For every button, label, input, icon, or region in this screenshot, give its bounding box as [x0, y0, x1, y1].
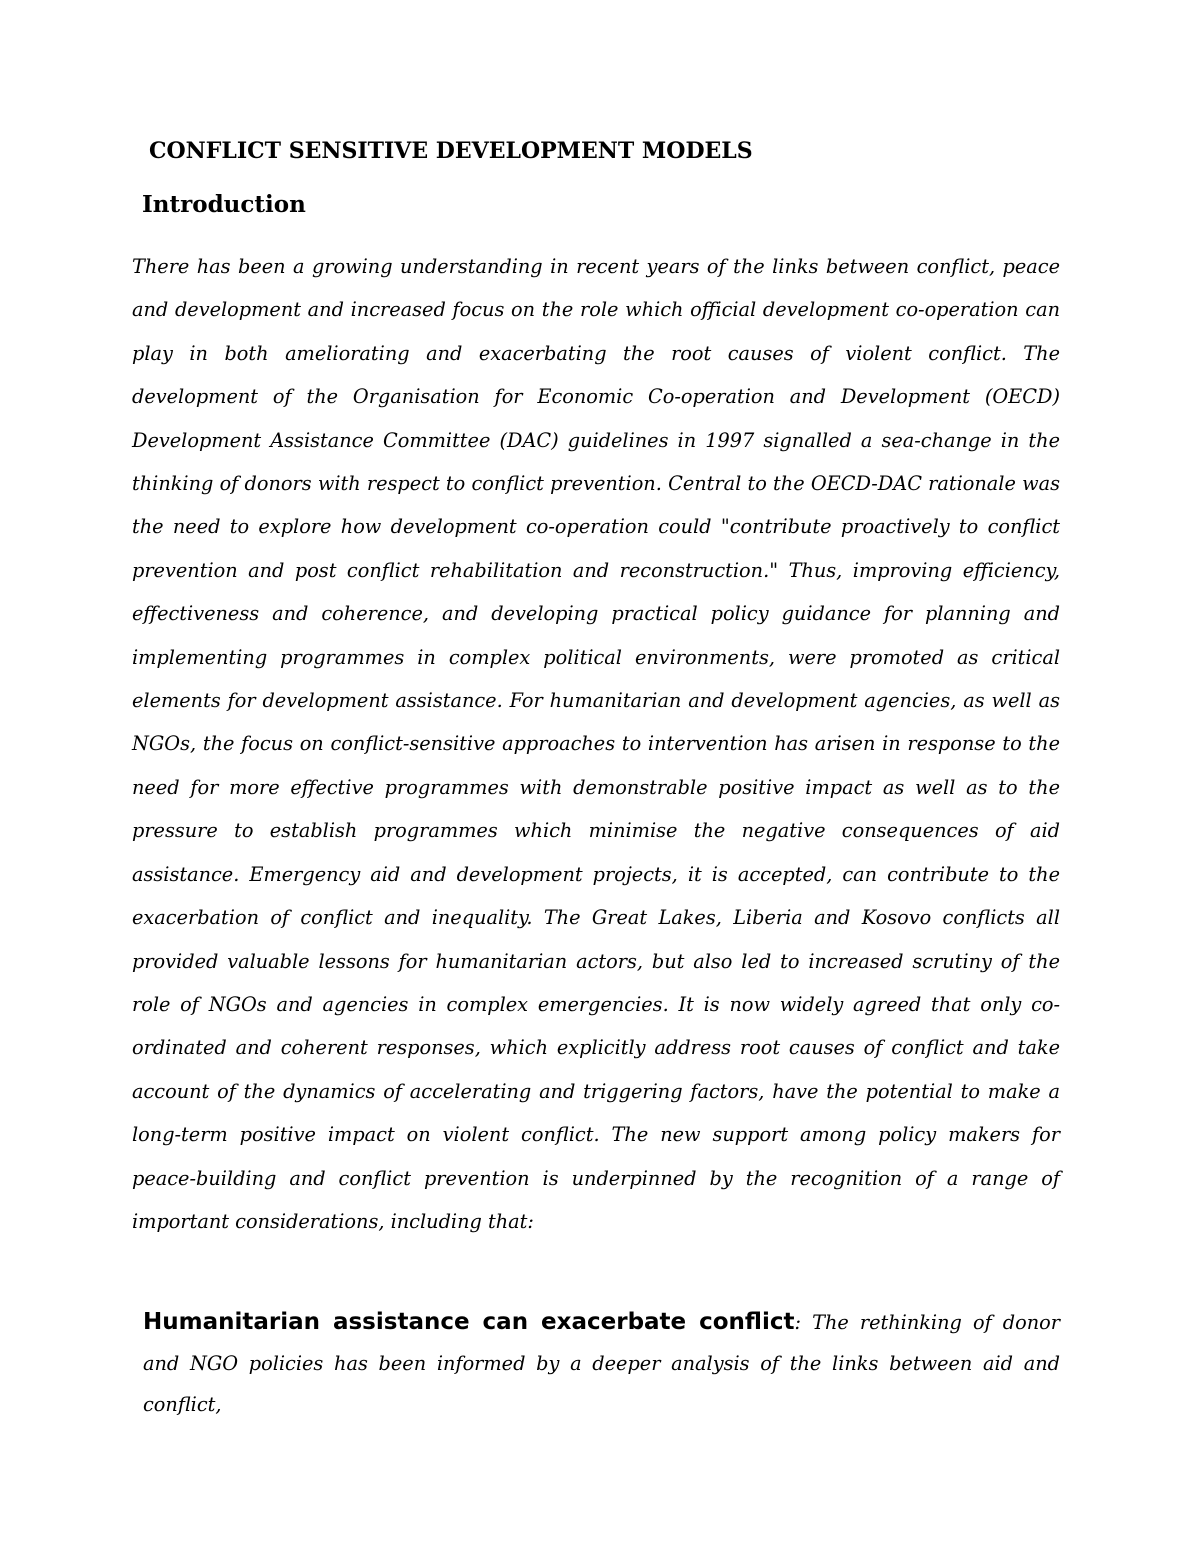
introduction-heading: Introduction — [142, 191, 306, 218]
section-separator: : — [794, 1311, 813, 1334]
section-paragraph — [143, 1302, 1060, 1425]
document-title: CONFLICT SENSITIVE DEVELOPMENT MODELS — [149, 138, 753, 164]
section-heading: Humanitarian assistance can exacerbate conflict — [143, 1309, 795, 1335]
introduction-paragraph: There has been a growing understanding in recent years of the links between conflict, peace and development and increased focus on the role which official development co-operation can play in both ameliorating and exacerbating the root causes of violent conflict. The development of the Organisation for Economic Co-operation and Development (OECD) Development Assistance Committee (DAC) guidelines in 1997 signalled a sea-change in the thinking of donors with respect to conflict prevention. Central to the OECD-DAC rationale was the need to explore how development co-operation could "contribute proactively to conflict prevention and post conflict rehabilitation and reconstruction." Thus, improving efficiency, effectiveness and coherence, and developing practical policy guidance for planning and implementing programmes in complex political environments, were promoted as critical elements for development assistance. For humanitarian and development agencies, as well as NGOs, the focus on conflict-sensitive approaches to intervention has arisen in response to the need for more effective programmes with demonstrable positive impact as well as to the pressure to establish programmes which minimise the negative consequences of aid assistance. Emergency aid and development projects, it is accepted, can contribute to the exacerbation of conflict and inequality. The Great Lakes, Liberia and Kosovo conflicts all provided valuable lessons for humanitarian actors, but also led to increased scrutiny of the role of NGOs and agencies in complex emergencies. It is now widely agreed that only co-ordinated and coherent responses, which explicitly address root causes of conflict and take account of the dynamics of accelerating and triggering factors, have the potential to make a long-term positive impact on violent conflict. The new support among policy makers for peace-building and conflict prevention is underpinned by the recognition of a range of important considerations, including that: — [132, 255, 1060, 1233]
section-text: The rethinking of donor and NGO policies has been informed by a deeper analysis of the links between aid and conflict, — [143, 1311, 1060, 1416]
